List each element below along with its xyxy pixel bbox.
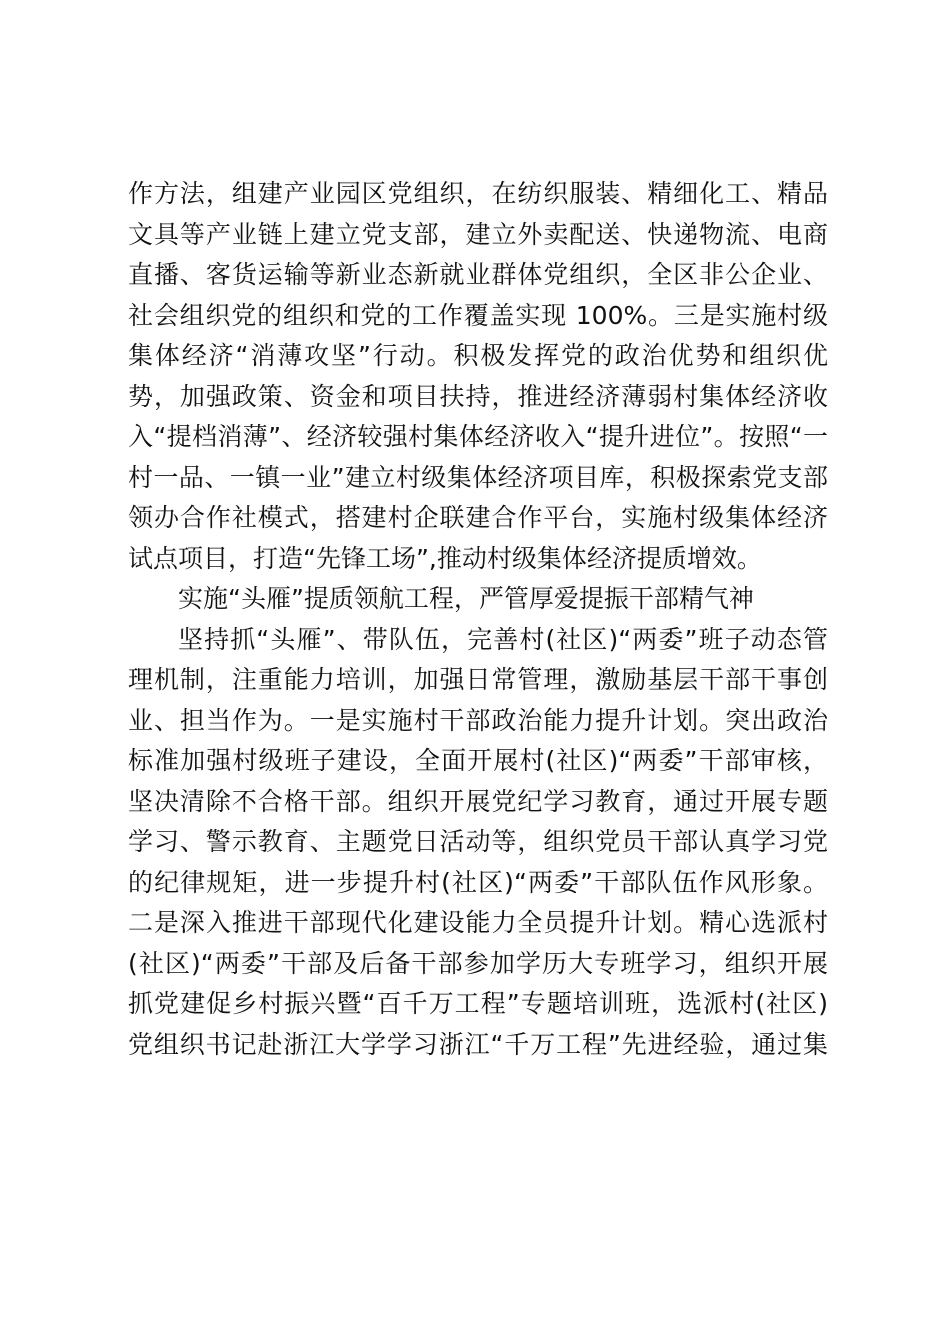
- text-line: 坚持抓“头雁”、带队伍，完善村(社区)“两委”班子动态管: [178, 624, 828, 654]
- text-line: 坚决清除不合格干部。组织开展党纪学习教育，通过开展专题: [128, 786, 828, 816]
- text-line: 二是深入推进干部现代化建设能力全员提升计划。精心选派村: [128, 908, 828, 937]
- text-line: 的纪律规矩，进一步提升村(社区)“两委”干部队伍作风形象。: [128, 867, 828, 897]
- text-line: 标准加强村级班子建设，全面开展村(社区)“两委”干部审核，: [128, 746, 828, 775]
- text-line: 抓党建促乡村振兴暨“百千万工程”专题培训班，选派村(社区): [128, 989, 828, 1018]
- section-heading: 实施“头雁”提质领航工程，严管厚爱提振干部精气神: [178, 584, 754, 613]
- text-line: 试点项目，打造“先锋工场”,推动村级集体经济提质增效。: [128, 543, 762, 573]
- text-line: 党组织书记赴浙江大学学习浙江“千万工程”先进经验，通过集: [128, 1029, 828, 1059]
- text-line: (社区)“两委”干部及后备干部参加学历大专班学习，组织开展: [128, 948, 828, 978]
- text-line: 直播、客货运输等新业态新就业群体党组织，全区非公企业、: [128, 260, 828, 289]
- text-line: 集体经济“消薄攻坚”行动。积极发挥党的政治优势和组织优: [128, 341, 828, 370]
- text-line: 社会组织党的组织和党的工作覆盖实现 100%。三是实施村级: [128, 300, 828, 330]
- text-line: 势，加强政策、资金和项目扶持，推进经济薄弱村集体经济收: [128, 381, 828, 411]
- text-line: 村一品、一镇一业”建立村级集体经济项目库，积极探索党支部: [128, 462, 828, 492]
- text-line: 业、担当作为。一是实施村干部政治能力提升计划。突出政治: [128, 705, 828, 735]
- body-text: [128, 174, 828, 1065]
- text-line: 领办合作社模式，搭建村企联建合作平台，实施村级集体经济: [128, 503, 828, 532]
- text-line: 学习、警示教育、主题党日活动等，组织党员干部认真学习党: [128, 827, 828, 856]
- text-line: 理机制，注重能力培训，加强日常管理，激励基层干部干事创: [128, 665, 828, 694]
- text-line: 入“提档消薄”、经济较强村集体经济收入“提升进位”。按照“一: [128, 422, 828, 451]
- text-line: 作方法，组建产业园区党组织，在纺织服装、精细化工、精品: [128, 179, 828, 208]
- text-line: 文具等产业链上建立党支部，建立外卖配送、快递物流、电商: [128, 219, 828, 249]
